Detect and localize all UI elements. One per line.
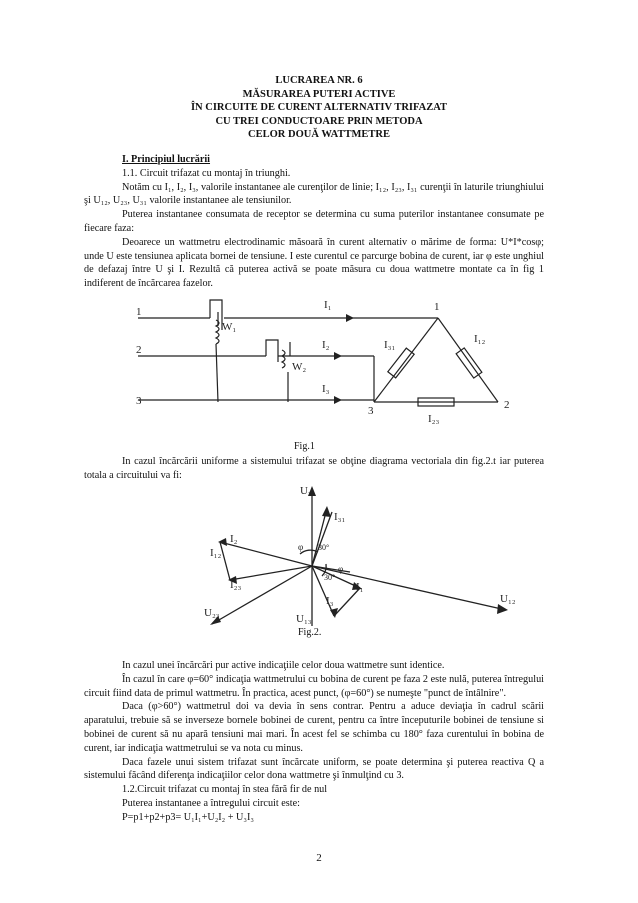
fig1-terminal-1: 1: [136, 306, 142, 318]
title-line-1: LUCRAREA NR. 6: [275, 75, 363, 86]
fig1-terminal-2: 2: [136, 344, 142, 356]
subsection-1-1: 1.1. Circuit trifazat cu montaj în triunghi.: [122, 167, 291, 179]
fig2-angle-30-a: 30°: [318, 543, 330, 552]
paragraph-star-power: Puterea instantanee a întregului circuit este:: [122, 797, 300, 809]
fig1-node-1: 1: [434, 301, 440, 313]
fig2-angle-phi-1: φ: [298, 542, 304, 552]
fig1-label-i3: I₃: [322, 383, 330, 395]
title-line-3: ÎN CIRCUITE DE CURENT ALTERNATIV TRIFAZAT: [190, 102, 448, 113]
figure-2-caption: Fig.2.: [298, 627, 322, 638]
document-title-block: [0, 74, 638, 142]
paragraph-uniform-load: [84, 455, 544, 483]
power-formula: P=p1+p2+p3= U₁I₁+U₂I₂ + U₃I₃: [122, 811, 254, 823]
fig2-label-u12: U₁₂: [500, 593, 516, 605]
title-line-4: CU TREI CONDUCTOARE PRIN METODA: [215, 115, 423, 127]
fig2-label-i31: I₃₁: [334, 511, 346, 523]
page-number: 2: [316, 852, 322, 864]
paragraph-notation: Notăm cu I₁, I₂, I₃, valorile instantanee ale curenţilor de linie; I₁₂, I₂₃, I₃₁ curenţii în laturile triunghiului şi U₁₂, U₂₃, U₃₁ valorile instantanee ale tensiunilor.: [84, 181, 544, 207]
figure-1-circuit: [138, 290, 524, 430]
figure-1-caption: Fig.1: [294, 441, 315, 452]
title-line-5: CELOR DOUĂ WATTMETRE: [248, 129, 390, 140]
fig2-label-u13: U₁₃: [296, 613, 312, 625]
fig2-label-u31: U₃₁: [300, 485, 316, 497]
fig2-label-i23: I₂₃: [230, 579, 242, 591]
figure-2-phasor-diagram: [200, 484, 556, 640]
fig1-label-i23: I₂₃: [428, 413, 440, 425]
paragraph-active-load: In cazul unei încărcări pur active indicaţiile celor doua wattmetre sunt identice.: [122, 660, 445, 671]
fig1-label-i12: I₁₂: [474, 333, 486, 345]
section-2-text: [84, 659, 544, 825]
paragraph-wattmeter: Deoarece un wattmetru electrodinamic măsoară în curent alternativ o mărime de forma: U*I*cosφ; unde U este tensiunea aplicata bornei de tensiune. I este curentul ce parcurge bobina de curent, iar φ este unghiul de defazaj între U şi I. Rezultă că puterea activă se poate măsura cu doua wattmetre montate ca în fig 1 indiferent de încărcarea fazelor.: [84, 236, 544, 290]
fig1-label-i2: I₂: [322, 339, 330, 351]
paragraph-uniform-load-text: In cazul încărcării uniforme a sistemului trifazat se obţine diagrama vectoriala din fig.2.t iar puterea totala a circuitului va fi:: [84, 456, 544, 481]
fig2-angle-phi-2: φ: [338, 564, 344, 574]
fig1-node-2: 2: [504, 399, 510, 411]
fig2-label-i1: I₁: [356, 581, 364, 593]
paragraph-instant-power: Puterea instantanee consumata de receptor se determina cu suma puterilor instantanee consumate pe fiecare faza:: [84, 209, 544, 234]
paragraph-meeting-point: În cazul în care φ=60° indicaţia wattmetrului cu bobina de curent pe faza 2 este nulă, puterea întregului circuit fiind data de primul wattmetru. În practica, acest punct, (φ=60°) se numeşte "punct de întâlnire".: [84, 673, 544, 699]
fig1-label-i31: I₃₁: [384, 339, 396, 351]
section-1-text: [84, 153, 544, 291]
paragraph-reactive-power: Daca fazele unui sistem trifazat sunt încărcate uniform, se poate determina şi puterea reactiva Q a sistemului făcând diferenţa indicaţiilor celor dona wattmetre şi înmulţind cu 3.: [84, 756, 544, 782]
fig1-node-3: 3: [368, 405, 374, 417]
fig1-terminal-3: 3: [136, 395, 142, 407]
fig1-label-i1: I₁: [324, 299, 332, 311]
fig2-label-i2: I₂: [230, 533, 238, 545]
fig1-label-w1: W₁: [222, 321, 237, 333]
fig1-label-w2: W₂: [292, 361, 307, 373]
fig2-angle-30-b: 30°: [324, 573, 336, 582]
paragraph-reverse-deviation: Daca (φ>60°) wattmetrul doi va devia în sens contrar. Pentru a aduce deviaţia în cadrul scării aparatului, trebuie să se inverseze bornele bobinei de curent, pentru ca între începuturile bobinei de tensiune si bobinei de curent să nu apară tensiuni mai mari. În acest fel se schimba cu 180° faza curentului în bobina de curent, iar indicaţia wattmetrului se va nota cu minus.: [84, 701, 544, 754]
section-heading: I. Principiul lucrării: [122, 154, 211, 165]
fig2-label-i12: I₁₂: [210, 547, 222, 559]
subsection-1-2: 1.2.Circuit trifazat cu montaj în stea fără fir de nul: [122, 784, 328, 796]
fig2-label-u23: U₂₃: [204, 607, 220, 619]
title-line-2: MĂSURAREA PUTERI ACTIVE: [242, 88, 396, 100]
fig2-label-i3: I₃: [326, 595, 334, 607]
